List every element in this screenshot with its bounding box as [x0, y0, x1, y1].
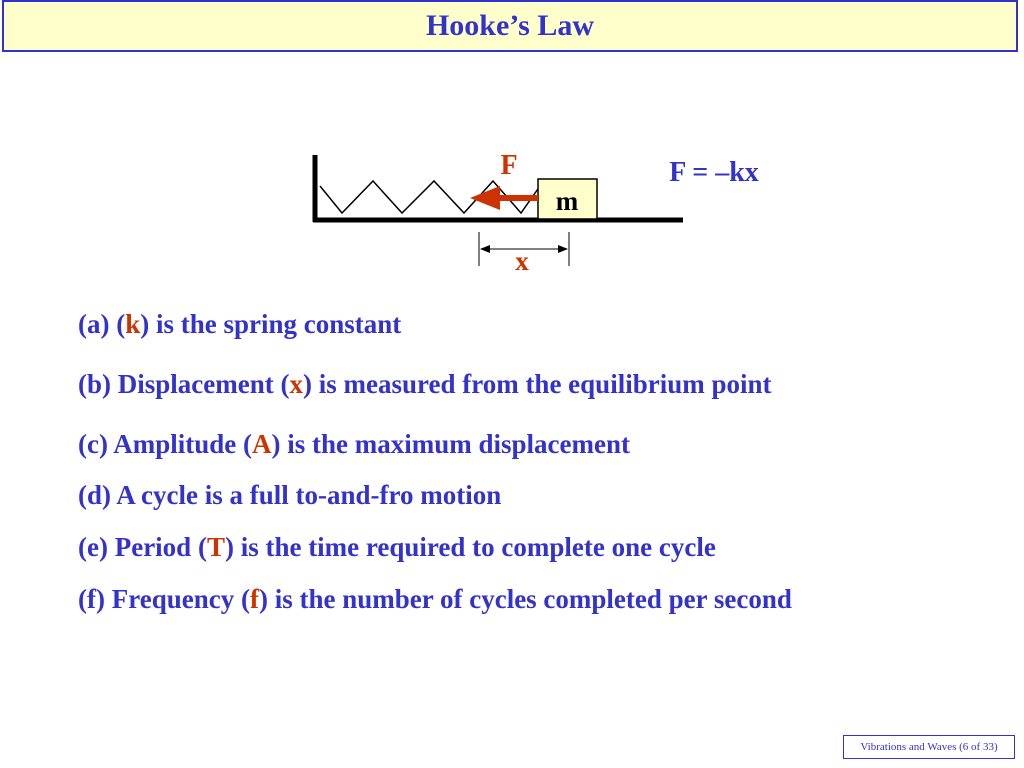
displacement-label: x	[515, 246, 529, 276]
variable: f	[249, 584, 259, 614]
force-label: F	[500, 150, 518, 181]
page-title: Hooke’s Law	[425, 9, 595, 42]
footer-text: Vibrations and Waves (6 of 33)	[860, 741, 998, 753]
variable: A	[251, 429, 272, 459]
definition-item: (b) Displacement (x) is measured from the equilibrium point	[78, 369, 772, 399]
slide-footer	[843, 735, 1015, 759]
variable: x	[289, 369, 303, 399]
definition-item: (a) (k) is the spring constant	[78, 309, 402, 339]
definition-item: (e) Period (T) is the time required to complete one cycle	[78, 532, 716, 562]
definition-item: (c) Amplitude (A) is the maximum displacement	[78, 429, 630, 459]
definition-item: (f) Frequency (f) is the number of cycles completed per second	[78, 584, 792, 614]
definition-item: (d) A cycle is a full to-and-fro motion	[78, 480, 502, 510]
displacement-arrow-right	[558, 245, 568, 253]
mass-label: m	[555, 186, 579, 216]
variable: T	[206, 532, 225, 562]
hooke-equation: F = –kx	[669, 157, 759, 188]
displacement-arrow-left	[480, 245, 490, 253]
variable: k	[125, 309, 141, 339]
